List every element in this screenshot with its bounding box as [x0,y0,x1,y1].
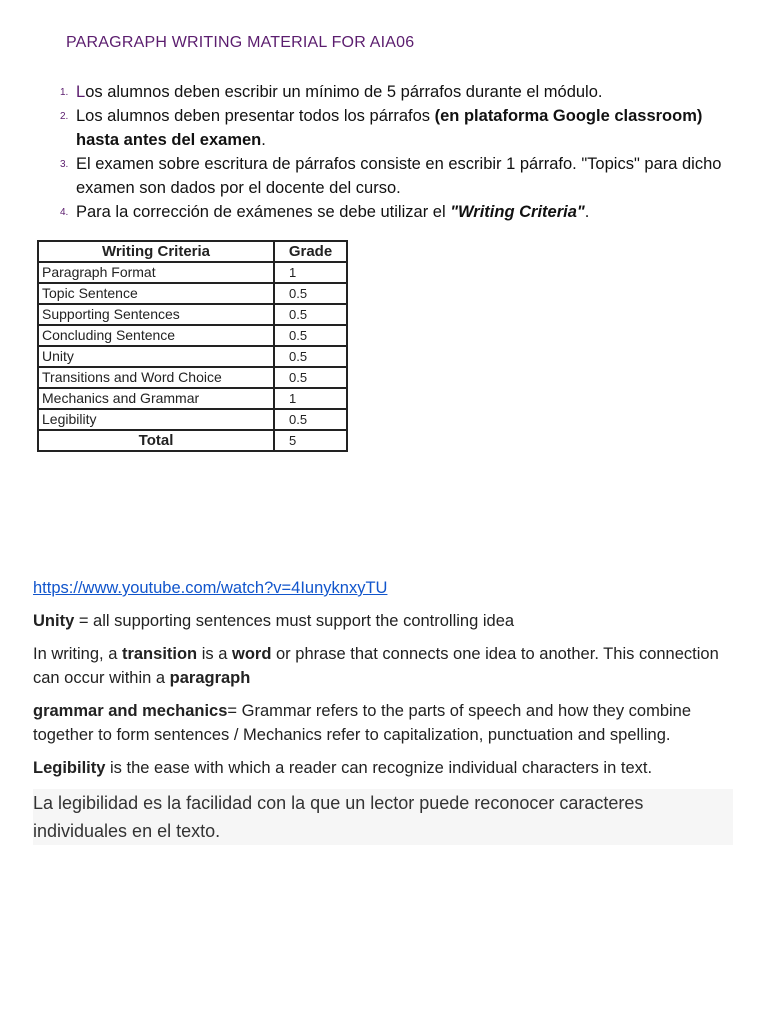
list-number: 3. [60,159,69,170]
grammar-term: grammar and mechanics [33,702,228,720]
document-title: PARAGRAPH WRITING MATERIAL FOR AIA06 [66,34,415,51]
criteria-cell: Mechanics and Grammar [38,388,274,409]
rule-end: . [261,131,266,149]
grade-cell: 0.5 [274,367,347,388]
criteria-cell: Paragraph Format [38,262,274,283]
transition-definition [33,642,733,690]
table-row [38,388,347,409]
total-label: Total [38,430,274,451]
rule-bold-text: (en plataforma Google classroom) hasta antes del examen [76,107,703,149]
table-row [38,409,347,430]
rule-bold-italic-text: "Writing Criteria" [450,203,585,221]
rule-item [44,104,724,152]
grade-cell: 1 [274,388,347,409]
criteria-cell: Transitions and Word Choice [38,367,274,388]
grammar-definition [33,699,733,747]
rule-item [44,152,724,200]
rule-end: . [584,203,590,221]
grade-cell: 0.5 [274,304,347,325]
video-link-paragraph [33,576,733,600]
unity-text: = all supporting sentences must support the controlling idea [74,612,515,630]
rule-text: os alumnos deben escribir un mínimo de 5 párrafos durante el módulo. [85,83,603,101]
youtube-link[interactable]: https://www.youtube.com/watch?v=4IunyknxyTU [33,579,388,597]
table-row [38,304,347,325]
criteria-cell: Supporting Sentences [38,304,274,325]
transition-text: or phrase that connects one idea to another. This connection can occur within a [33,645,719,687]
criteria-cell: Legibility [38,409,274,430]
grade-cell: 0.5 [274,325,347,346]
notes-section [33,576,733,854]
list-number: 4. [60,207,69,218]
word-term: word [232,645,272,663]
grammar-text: = Grammar refers to the parts of speech and how they combine together to form sentences / Mechanics refer to capitalization, punctuation and spelling. [33,702,692,744]
rule-item [44,200,724,224]
legibility-text: is the ease with which a reader can recognize individual characters in text. [105,759,653,777]
header-grade: Grade [274,241,347,262]
legibility-term: Legibility [33,759,106,777]
table-header-row [38,241,347,262]
rule-text: Para la corrección de exámenes se debe utilizar el [76,203,451,221]
unity-definition [33,609,733,633]
list-number: 1. [60,87,69,98]
header-criteria: Writing Criteria [38,241,274,262]
table-row [38,346,347,367]
spanish-translation: La legibilidad es la facilidad con la que un lector puede reconocer caracteres individuales en el texto. [33,789,733,845]
criteria-cell: Topic Sentence [38,283,274,304]
total-row [38,430,347,451]
legibility-definition [33,756,733,780]
grade-cell: 1 [274,262,347,283]
total-value: 5 [274,430,347,451]
criteria-cell: Unity [38,346,274,367]
transition-term: transition [121,645,198,663]
criteria-cell: Concluding Sentence [38,325,274,346]
list-number: 2. [60,111,69,122]
transition-text: is a [197,645,232,663]
writing-criteria-table [37,240,348,452]
table-row [38,262,347,283]
transition-text: In writing, a [33,645,122,663]
rule-text: El examen sobre escritura de párrafos consiste en escribir 1 párrafo. "Topics" para dicho examen son dados por el docente del curso. [76,155,722,197]
grade-cell: 0.5 [274,346,347,367]
rule-first-letter: L [76,83,86,101]
rule-item [44,80,724,104]
unity-term: Unity [33,612,75,630]
table-row [38,283,347,304]
rules-list [44,80,724,224]
table-row [38,367,347,388]
table-row [38,325,347,346]
grade-cell: 0.5 [274,283,347,304]
rule-text: Los alumnos deben presentar todos los párrafos [76,107,435,125]
grade-cell: 0.5 [274,409,347,430]
paragraph-term: paragraph [169,669,251,687]
